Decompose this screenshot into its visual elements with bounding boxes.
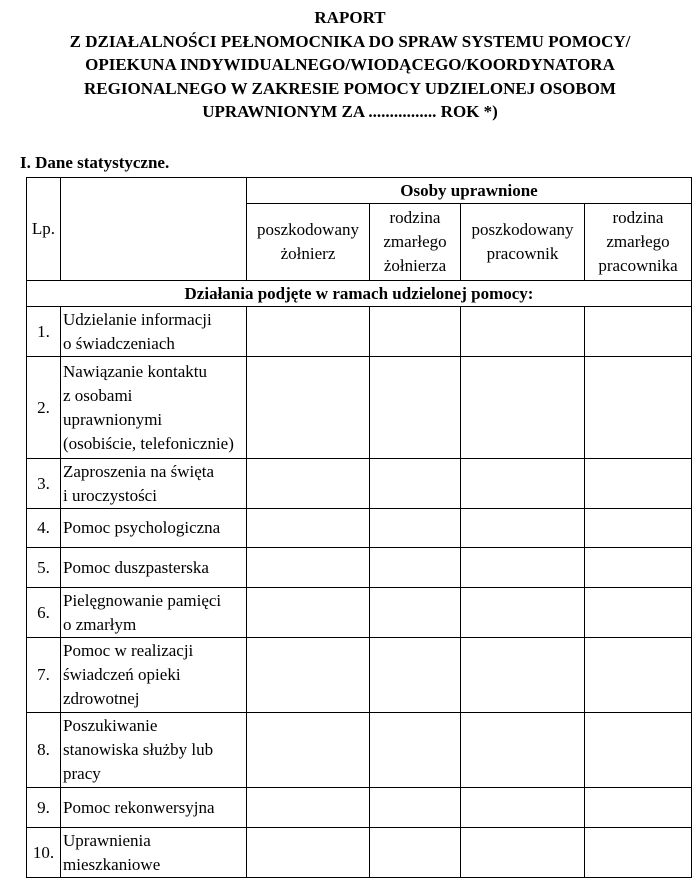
value-cell[interactable] [370, 459, 461, 509]
row-description-line: (osobiście, telefonicznie) [63, 433, 234, 453]
value-cell[interactable] [461, 459, 585, 509]
column-header-line: żołnierz [280, 244, 336, 263]
row-description-line: Pomoc duszpasterska [63, 557, 209, 577]
row-number: 6. [27, 588, 61, 638]
row-description [61, 357, 247, 459]
row-number: 1. [27, 307, 61, 357]
group-header: Osoby uprawnione [247, 178, 692, 204]
column-header-line: żołnierza [383, 256, 447, 275]
column-header [585, 204, 692, 281]
row-number: 2. [27, 357, 61, 459]
value-cell[interactable] [461, 788, 585, 828]
row-number: 4. [27, 509, 61, 548]
value-cell[interactable] [585, 713, 692, 788]
table-row [27, 788, 692, 828]
table-row [27, 459, 692, 509]
row-description-line: Pomoc rekonwersyjna [63, 797, 215, 817]
row-description [61, 509, 247, 548]
column-header [247, 204, 370, 281]
value-cell[interactable] [247, 307, 370, 357]
value-cell[interactable] [461, 357, 585, 459]
report-title [0, 6, 700, 124]
row-description-line: Udzielanie informacji [63, 309, 212, 329]
value-cell[interactable] [247, 713, 370, 788]
table-row [27, 357, 692, 459]
table-row [27, 509, 692, 548]
table-row [27, 548, 692, 588]
value-cell[interactable] [461, 713, 585, 788]
value-cell[interactable] [370, 588, 461, 638]
row-description-line: Pomoc w realizacji [63, 641, 194, 660]
value-cell[interactable] [247, 828, 370, 878]
column-header [461, 204, 585, 281]
value-cell[interactable] [370, 307, 461, 357]
row-number: 9. [27, 788, 61, 828]
row-description [61, 828, 247, 878]
row-description [61, 588, 247, 638]
value-cell[interactable] [370, 638, 461, 713]
column-header-line: rodzina [389, 208, 441, 227]
value-cell[interactable] [585, 509, 692, 548]
row-description-line: z osobami [63, 385, 133, 405]
row-description-line: Pomoc psychologiczna [63, 518, 221, 537]
table-row [27, 713, 692, 788]
row-number: 3. [27, 459, 61, 509]
value-cell[interactable] [370, 509, 461, 548]
row-number: 10. [27, 828, 61, 878]
title-line: RAPORT [314, 8, 386, 27]
row-description-line: zdrowotnej [63, 689, 140, 708]
lp-header: Lp. [27, 178, 61, 281]
value-cell[interactable] [461, 548, 585, 588]
row-description-line: o świadczeniach [63, 333, 175, 353]
column-header-line: pracownik [486, 244, 559, 263]
table-row [27, 588, 692, 638]
value-cell[interactable] [585, 459, 692, 509]
row-description [61, 548, 247, 588]
statistics-table [26, 177, 692, 878]
value-cell[interactable] [585, 548, 692, 588]
row-number: 7. [27, 638, 61, 713]
value-cell[interactable] [585, 788, 692, 828]
title-line: Z DZIAŁALNOŚCI PEŁNOMOCNIKA DO SPRAW SYSTEMU POMOCY/ [69, 31, 631, 51]
row-description [61, 459, 247, 509]
row-number: 8. [27, 713, 61, 788]
column-header-line: poszkodowany [257, 220, 359, 239]
value-cell[interactable] [247, 588, 370, 638]
value-cell[interactable] [585, 588, 692, 638]
title-line: OPIEKUNA INDYWIDUALNEGO/WIODĄCEGO/KOORDYNATORA [85, 55, 615, 75]
value-cell[interactable] [585, 638, 692, 713]
value-cell[interactable] [461, 307, 585, 357]
row-description-line: mieszkaniowe [63, 854, 161, 874]
value-cell[interactable] [585, 307, 692, 357]
row-description [61, 713, 247, 788]
column-header [370, 204, 461, 281]
row-description-line: o zmarłym [63, 614, 137, 634]
table-row [27, 828, 692, 878]
actions-section-row: Działania podjęte w ramach udzielonej pomocy: [27, 281, 692, 307]
value-cell[interactable] [370, 713, 461, 788]
value-cell[interactable] [585, 357, 692, 459]
value-cell[interactable] [247, 788, 370, 828]
value-cell[interactable] [585, 828, 692, 878]
value-cell[interactable] [247, 548, 370, 588]
row-description-line: Zaproszenia na święta [63, 461, 215, 481]
row-description-line: uprawnionymi [63, 409, 163, 429]
value-cell[interactable] [370, 788, 461, 828]
row-number: 5. [27, 548, 61, 588]
value-cell[interactable] [247, 509, 370, 548]
value-cell[interactable] [461, 638, 585, 713]
value-cell[interactable] [247, 638, 370, 713]
value-cell[interactable] [461, 588, 585, 638]
section-heading: I. Dane statystyczne. [20, 153, 170, 172]
table-row [27, 638, 692, 713]
title-line: UPRAWNIONYM ZA ................ ROK *) [202, 102, 498, 122]
title-line: REGIONALNEGO W ZAKRESIE POMOCY UDZIELONEJ OSOBOM [84, 78, 616, 98]
row-description-line: stanowiska służby lub [63, 740, 214, 759]
row-description-line: Nawiązanie kontaktu [63, 361, 207, 381]
value-cell[interactable] [247, 357, 370, 459]
row-description [61, 788, 247, 828]
row-description [61, 638, 247, 713]
table-row [27, 307, 692, 357]
description-header [61, 178, 247, 281]
row-description-line: pracy [63, 764, 101, 783]
column-header-line: pracownika [598, 256, 678, 275]
row-description-line: i uroczystości [63, 485, 157, 505]
value-cell[interactable] [247, 459, 370, 509]
row-description-line: Uprawnienia [63, 830, 151, 850]
column-header-line: rodzina [612, 208, 664, 227]
column-header-line: zmarłego [606, 232, 670, 251]
row-description-line: Poszukiwanie [63, 716, 158, 735]
row-description [61, 307, 247, 357]
row-description-line: świadczeń opieki [63, 665, 181, 684]
value-cell[interactable] [370, 548, 461, 588]
value-cell[interactable] [370, 357, 461, 459]
value-cell[interactable] [461, 828, 585, 878]
value-cell[interactable] [461, 509, 585, 548]
column-header-line: poszkodowany [471, 220, 574, 239]
value-cell[interactable] [370, 828, 461, 878]
row-description-line: Pielęgnowanie pamięci [63, 590, 222, 610]
column-header-line: zmarłego [383, 232, 447, 251]
